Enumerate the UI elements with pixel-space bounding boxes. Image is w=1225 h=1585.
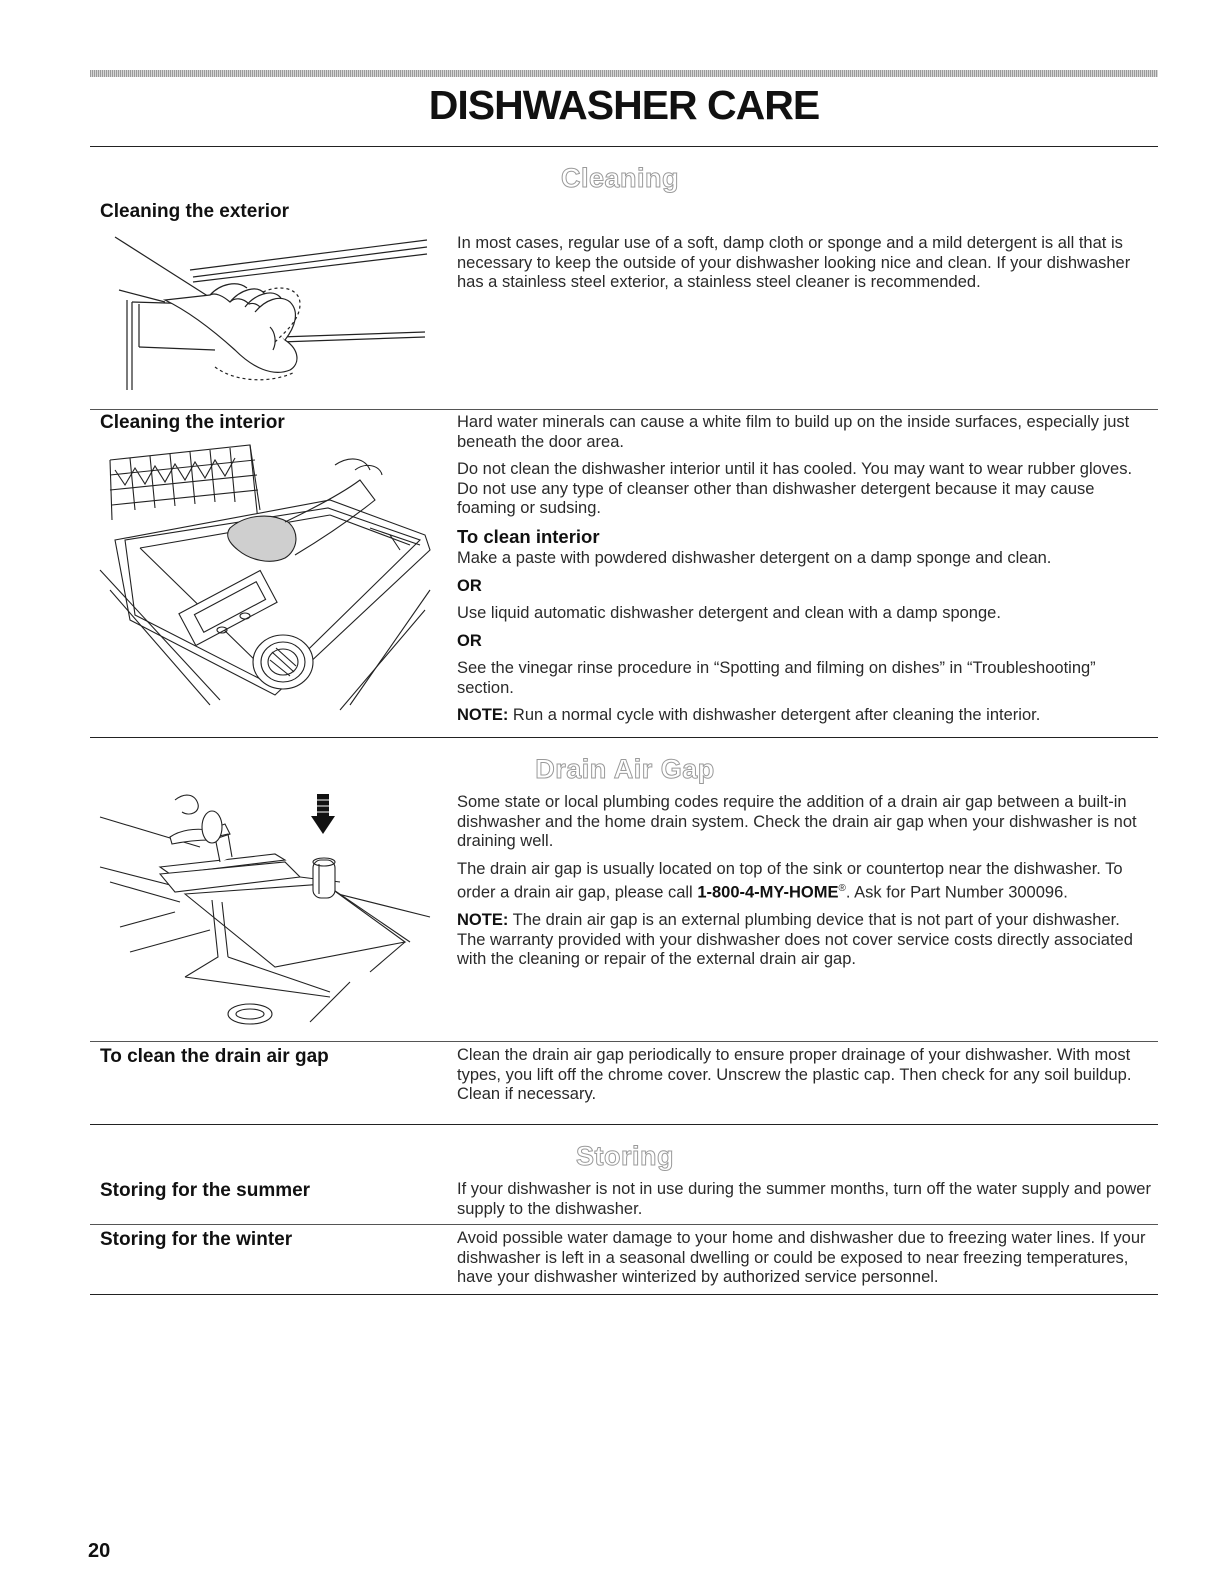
or-label-2: OR bbox=[457, 631, 482, 650]
header-decorative-bar bbox=[90, 70, 1158, 77]
to-clean-interior-heading: To clean interior bbox=[457, 525, 600, 547]
storing-winter-text: Avoid possible water damage to your home and dishwasher due to freezing water lines. If your dishwasher is left in a seasonal dwelling or could be exposed to near freezing temperatures, have your dishwasher winterized by authorized service personnel. bbox=[457, 1229, 1146, 1286]
note-text: Run a normal cycle with dishwasher detergent after cleaning the interior. bbox=[508, 706, 1041, 724]
drain-air-gap-illustration bbox=[100, 782, 435, 1032]
page-number: 20 bbox=[88, 1540, 111, 1562]
section-title-storing: Storing bbox=[576, 1141, 674, 1171]
cleaning-exterior-paragraph: In most cases, regular use of a soft, damp cloth or sponge and a mild detergent is all that is necessary to keep the outside of your dishwasher looking nice and clean. If your dishwasher has a stainless steel exterior, a stainless steel cleaner is recommended. bbox=[457, 234, 1131, 291]
note-label: NOTE: bbox=[457, 706, 509, 724]
section-divider-drain bbox=[90, 737, 1158, 738]
cleaning-interior-heading: Cleaning the interior bbox=[100, 412, 285, 433]
title-divider bbox=[90, 146, 1158, 147]
clean-drain-air-gap-text: Clean the drain air gap periodically to ensure proper drainage of your dishwasher. With most types, you lift off the chrome cover. Unscrew the plastic cap. Then check for any soil buildup. Clean if necessary. bbox=[457, 1046, 1132, 1103]
clean-interior-option-2: Use liquid automatic dishwasher detergent and clean with a damp sponge. bbox=[457, 604, 1001, 622]
section-title-cleaning: Cleaning bbox=[560, 163, 679, 193]
section-divider-storing bbox=[90, 1124, 1158, 1125]
section-title-drain-air-gap: Drain Air Gap bbox=[535, 754, 715, 784]
note-label: NOTE: bbox=[457, 911, 509, 929]
storing-summer-heading: Storing for the summer bbox=[100, 1180, 311, 1201]
order-text-before: The drain air gap is usually located on top of the sink or countertop near the dishwasher. To order a drain air gap, please call bbox=[457, 859, 1123, 902]
cleaning-exterior-illustration bbox=[105, 232, 435, 402]
cleaning-interior-text bbox=[457, 413, 1152, 734]
order-text-after: . Ask for Part Number 300096. bbox=[845, 883, 1068, 902]
registered-mark: ® bbox=[838, 883, 846, 894]
clean-interior-option-1: Make a paste with powdered dishwasher detergent on a damp sponge and clean. bbox=[457, 549, 1052, 567]
bottom-divider bbox=[90, 1294, 1158, 1295]
drain-air-gap-text bbox=[457, 793, 1152, 978]
storing-summer-text: If your dishwasher is not in use during the summer months, turn off the water supply and power supply to the dishwasher. bbox=[457, 1180, 1151, 1218]
drain-air-gap-paragraph-2 bbox=[457, 860, 1152, 904]
or-label-1: OR bbox=[457, 576, 482, 595]
cleaning-interior-illustration bbox=[100, 440, 435, 715]
row-divider bbox=[90, 1224, 1158, 1225]
cleaning-exterior-text bbox=[457, 234, 1152, 301]
row-divider bbox=[90, 1041, 1158, 1042]
cleaning-interior-note bbox=[457, 706, 1152, 726]
storing-winter-heading: Storing for the winter bbox=[100, 1229, 293, 1250]
clean-drain-air-gap-heading: To clean the drain air gap bbox=[100, 1046, 329, 1067]
cleaning-interior-paragraph-2: Do not clean the dishwasher interior until it has cooled. You may want to wear rubber gloves. Do not use any type of cleanser other than dishwasher detergent because it may cause foaming or sudsing. bbox=[457, 460, 1133, 517]
drain-air-gap-paragraph-1: Some state or local plumbing codes require the addition of a drain air gap between a built-in dishwasher and the home drain system. Check the drain air gap when your dishwasher is not draining well. bbox=[457, 793, 1137, 850]
row-divider bbox=[90, 409, 1158, 410]
clean-interior-option-3: See the vinegar rinse procedure in “Spotting and filming on dishes” in “Troubleshooting” section. bbox=[457, 659, 1096, 697]
cleaning-interior-paragraph-1: Hard water minerals can cause a white film to build up on the inside surfaces, especially just beneath the door area. bbox=[457, 413, 1130, 451]
note-text: The drain air gap is an external plumbing device that is not part of your dishwasher. The warranty provided with your dishwasher does not cover service costs directly associated with the cleaning or repair of the external drain air gap. bbox=[457, 911, 1133, 968]
page-title: DISHWASHER CARE bbox=[428, 82, 820, 128]
cleaning-exterior-heading: Cleaning the exterior bbox=[100, 201, 289, 222]
drain-air-gap-note bbox=[457, 911, 1152, 970]
phone-number: 1-800-4-MY-HOME bbox=[697, 883, 839, 902]
